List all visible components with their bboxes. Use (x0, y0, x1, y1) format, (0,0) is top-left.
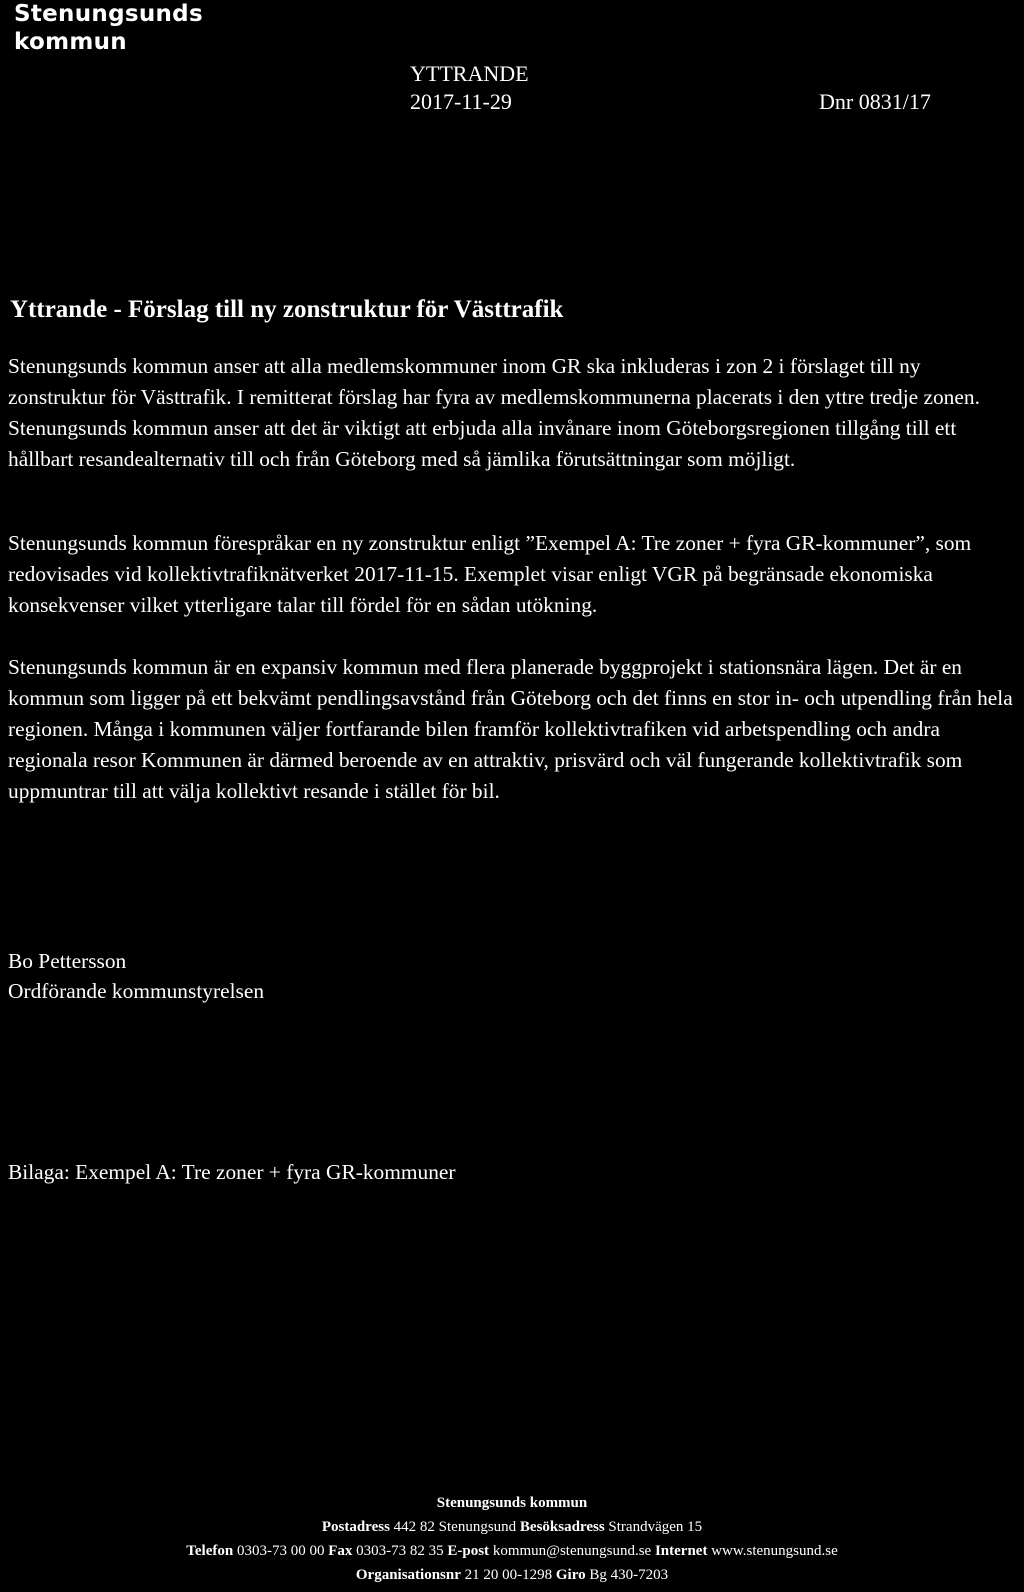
email-value: kommun@stenungsund.se (492, 1543, 652, 1559)
footer-line-3 (0, 1539, 1024, 1563)
postal-label: Postadress (321, 1519, 390, 1535)
footer (0, 1491, 1024, 1587)
paragraph-3: Stenungsunds kommun är en expansiv kommun med flera planerade byggprojekt i stationsnära lägen. Det är en kommun som ligger på ett bekvämt pendlingsavstånd från Göteborg och det finns en stor in- och utpendling från hela regionen. Många i kommunen väljer fortfarande bilen framför kollektivtrafiken vid arbetspendling och andra regionala resor Kommunen är därmed beroende av en attraktiv, prisvärd och väl fungerande kollektivtrafik som uppmuntrar till att välja kollektivt resande i stället för bil. (8, 655, 1013, 803)
org-name-line2: kommun (14, 29, 127, 55)
fax-label: Fax (328, 1543, 353, 1559)
orgnr-value: 21 20 00-1298 (464, 1567, 553, 1583)
visit-value: Strandvägen 15 (608, 1519, 703, 1535)
footer-org-name: Stenungsunds kommun (436, 1495, 588, 1511)
giro-label: Giro (555, 1567, 586, 1583)
web-value: www.stenungsund.se (711, 1543, 838, 1559)
postal-value: 442 82 Stenungsund (393, 1519, 517, 1535)
signatory-role: Ordförande kommunstyrelsen (8, 979, 265, 1003)
document-reference: Dnr 0831/17 (819, 89, 931, 114)
footer-line-2 (0, 1515, 1024, 1539)
document-title: Yttrande - Förslag till ny zonstruktur för Västtrafik (10, 296, 564, 323)
org-logo (14, 0, 203, 56)
footer-line-1 (0, 1491, 1024, 1515)
document-type: YTTRANDE (410, 61, 529, 86)
footer-line-4 (0, 1563, 1024, 1587)
fax-value: 0303-73 82 35 (356, 1543, 444, 1559)
phone-label: Telefon (186, 1543, 234, 1559)
document-date: 2017-11-29 (410, 89, 512, 114)
signatory-name: Bo Pettersson (8, 949, 127, 973)
visit-label: Besöksadress (519, 1519, 605, 1535)
paragraph-1: Stenungsunds kommun anser att alla medlemskommuner inom GR ska inkluderas i zon 2 i förslaget till ny zonstruktur för Västtrafik. I remitterat förslag har fyra av medlemskommunerna placerats i den yttre tredje zonen. Stenungsunds kommun anser att det är viktigt att erbjuda alla invånare inom Göteborgsregionen tillgång till ett hållbart resandealternativ till och från Göteborg med så jämlika förutsättningar som möjligt. (8, 354, 980, 471)
orgnr-label: Organisationsnr (355, 1567, 461, 1583)
giro-value: Bg 430-7203 (589, 1567, 669, 1583)
email-label: E-post (447, 1543, 490, 1559)
web-label: Internet (654, 1543, 708, 1559)
phone-value: 0303-73 00 00 (236, 1543, 325, 1559)
paragraph-2: Stenungsunds kommun förespråkar en ny zonstruktur enligt ”Exempel A: Tre zoner + fyra GR-kommuner”, som redovisades vid kollektivtrafiknätverket 2017-11-15. Exemplet visar enligt VGR på begränsade ekonomiska konsekvenser vilket ytterligare talar till fördel för en sådan utökning. (8, 531, 972, 617)
attachment-note: Bilaga: Exempel A: Tre zoner + fyra GR-kommuner (8, 1160, 456, 1184)
org-name-line1: Stenungsunds (14, 1, 203, 27)
